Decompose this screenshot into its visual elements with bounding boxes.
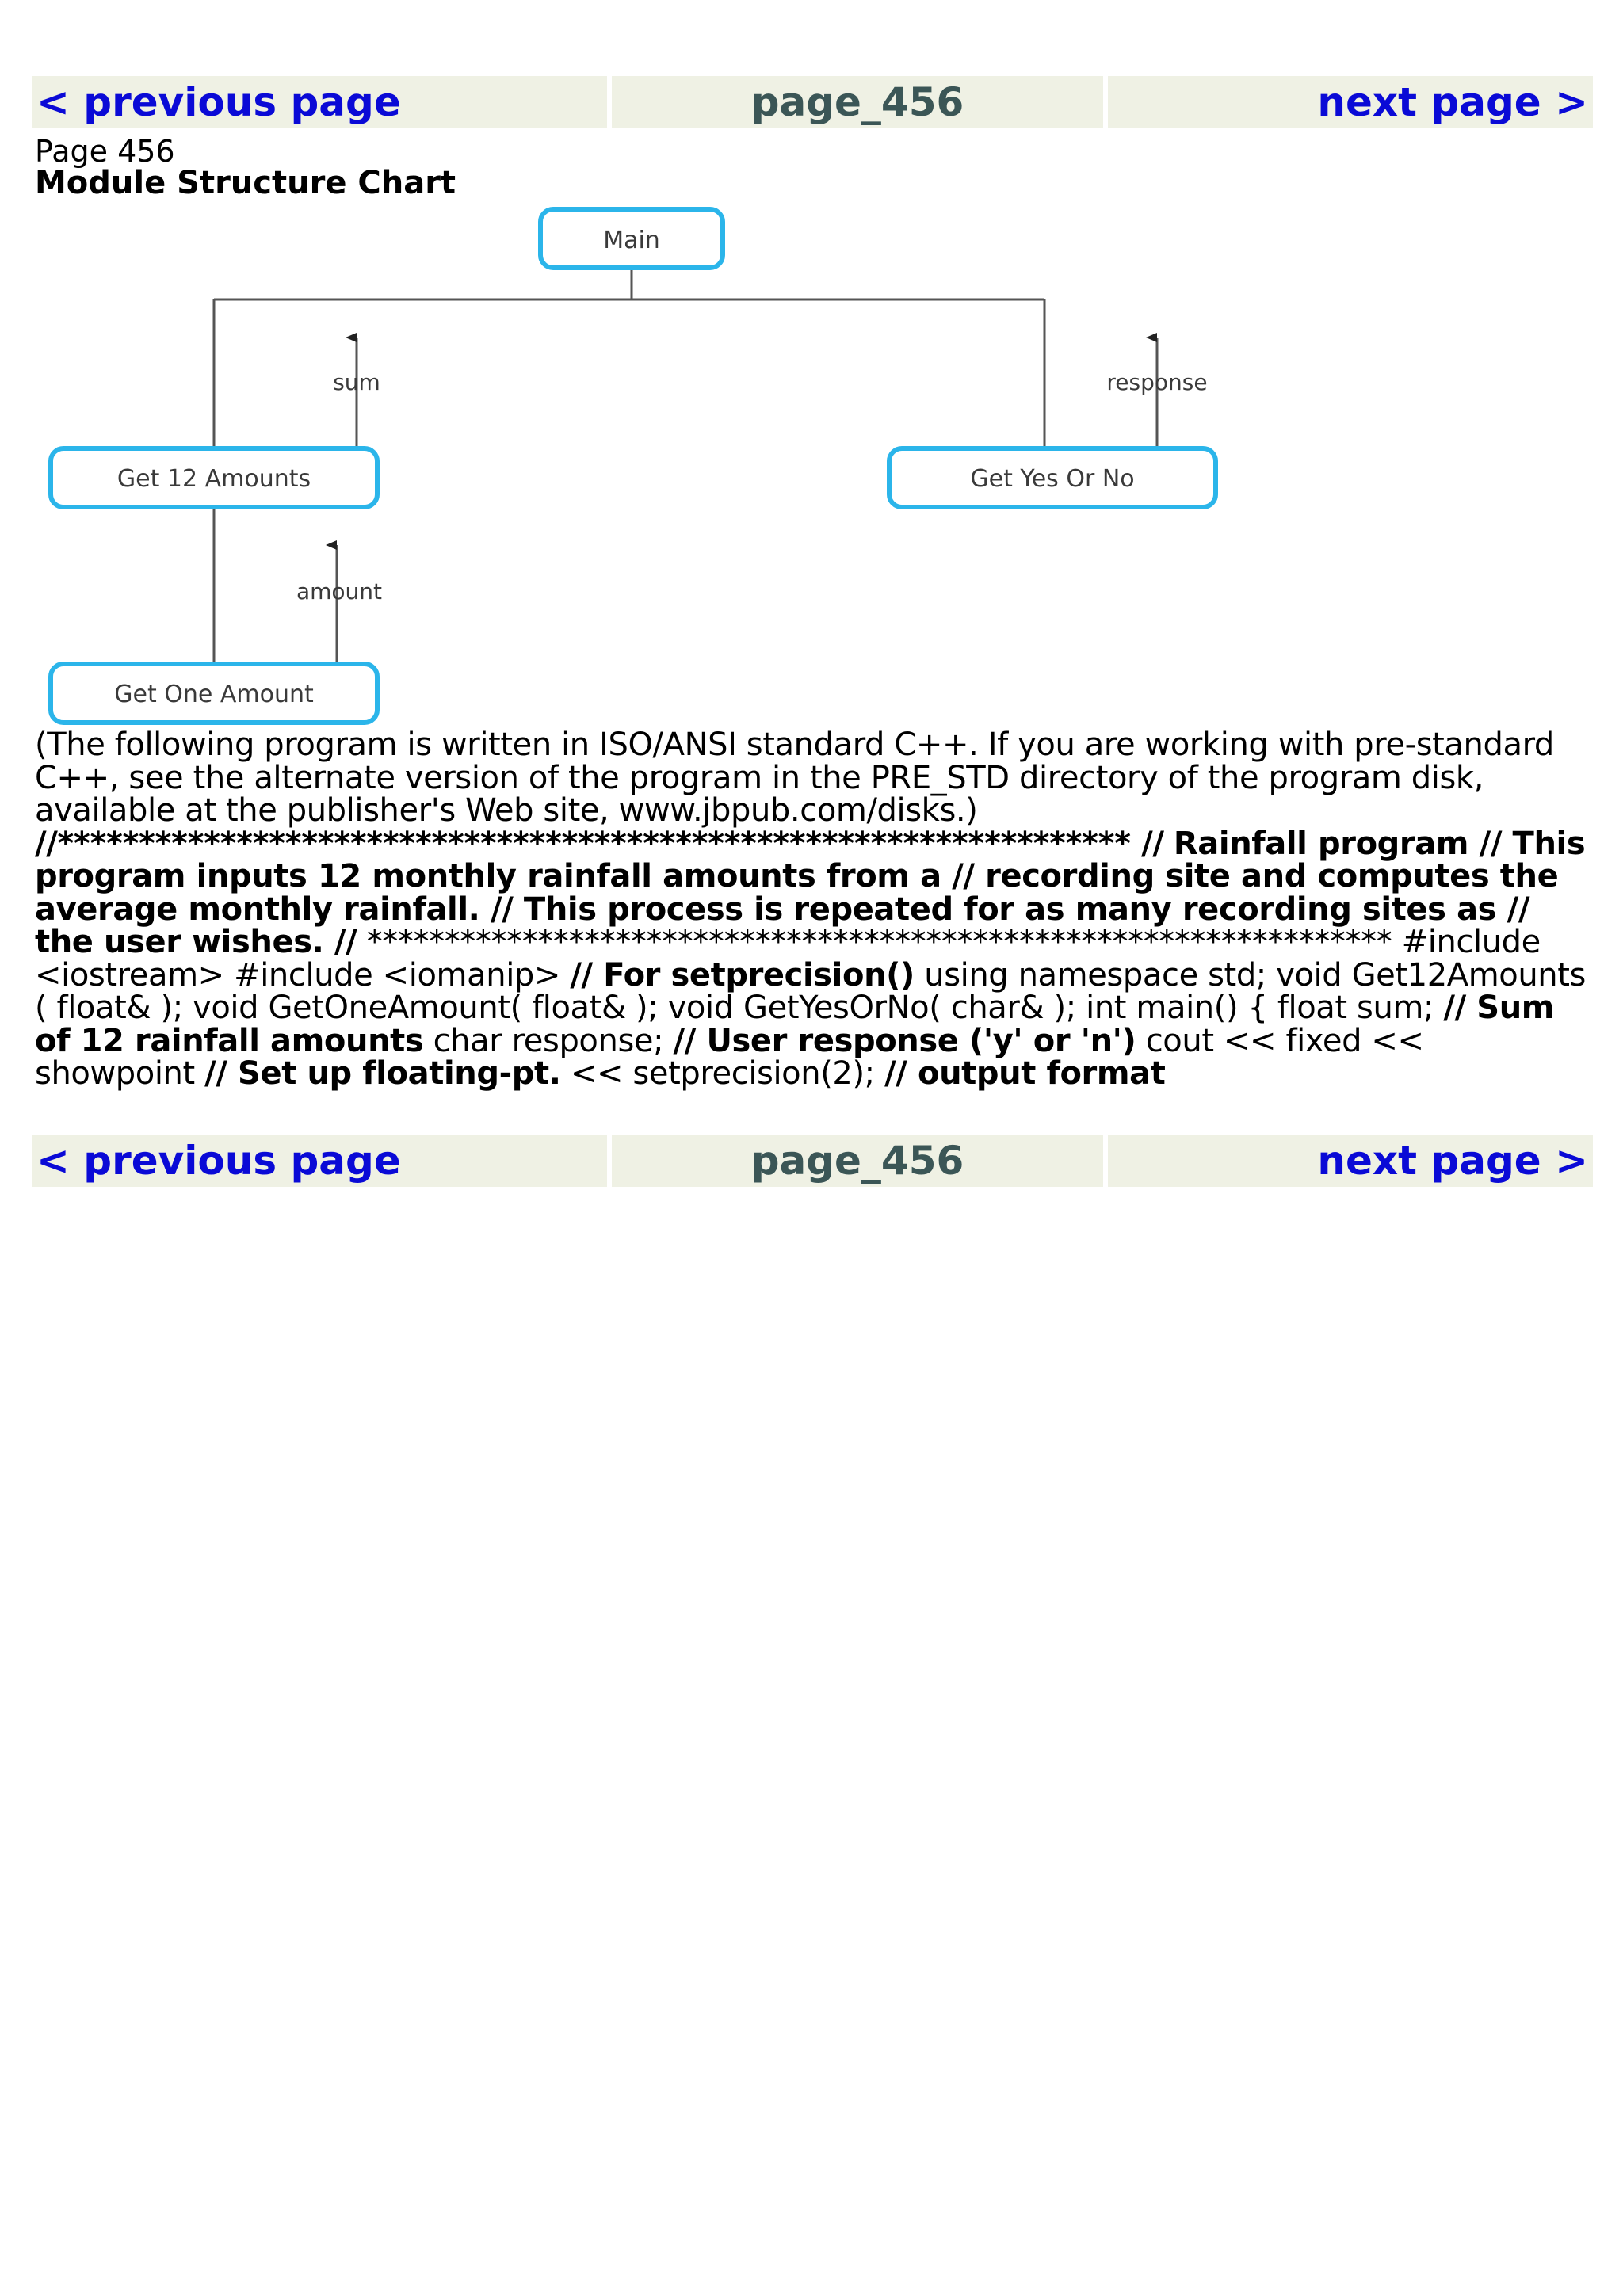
module-get-one-amount [51,664,377,723]
module-structure-chart [32,203,1252,726]
module-get-12-amounts [51,448,377,507]
stars-top: //****************************************************************** // [35,825,1164,862]
program-listing [35,825,1588,1092]
comment-output-format: // output format [884,1055,1166,1092]
code-cout: cout << fixed << showpoint [35,1022,1424,1092]
program-text [35,729,1588,1091]
next-page-link-bottom[interactable]: next page > [1108,1135,1593,1187]
module-main [540,209,723,268]
top-navigation [32,76,1593,128]
bottom-navigation [32,1135,1593,1187]
module-get-yes-or-no [889,448,1216,507]
module-get-one-amount-label: Get One Amount [114,681,314,708]
sum-flow-label: sum [333,369,380,395]
comment-response: // User response ('y' or 'n') [673,1022,1136,1059]
page-number-label: Page 456 [35,134,175,169]
code-response: char response; [423,1022,674,1059]
page-id-label-bottom: page_456 [612,1135,1103,1187]
page-id-label: page_456 [612,76,1103,128]
section-title: Module Structure Chart [35,165,456,201]
comment-sum: // Sum of 12 rainfall amounts [35,990,1555,1059]
stars-bottom: ****************************************************************** [366,924,1392,960]
next-page-link[interactable]: next page > [1108,76,1593,128]
previous-page-link-bottom[interactable]: < previous page [32,1135,607,1187]
module-get-12-amounts-label: Get 12 Amounts [116,465,311,493]
header-comment: Rainfall program // This program inputs 12 monthly rainfall amounts from a // recording site and computes the average monthly rainfall. // This process is repeated for as many recording sites as // the user wishes. // [35,825,1586,960]
previous-page-link[interactable]: < previous page [32,76,607,128]
comment-setup: // Set up floating-pt. [204,1055,561,1092]
response-flow-label: response [1106,369,1208,395]
intro-paragraph: (The following program is written in ISO/ANSI standard C++. If you are working with pre-standard C++, see the alternate version of the program in the PRE_STD directory of the program disk, available at the publisher's Web site, www.jbpub.com/disks.) [35,727,1554,829]
code-setprecision: << setprecision(2); [560,1055,885,1092]
module-main-label: Main [603,227,660,254]
module-get-yes-or-no-label: Get Yes Or No [970,465,1135,493]
comment-setprecision: // For setprecision() [570,956,915,994]
code-declarations: using namespace std; void Get12Amounts ( float& ); void GetOneAmount( float& ); void GetYesOrNo( char& ); int main() { float sum; [35,956,1586,1026]
amount-flow-label: amount [296,578,383,605]
code-includes: #include <iostream> #include <iomanip> [35,924,1541,994]
